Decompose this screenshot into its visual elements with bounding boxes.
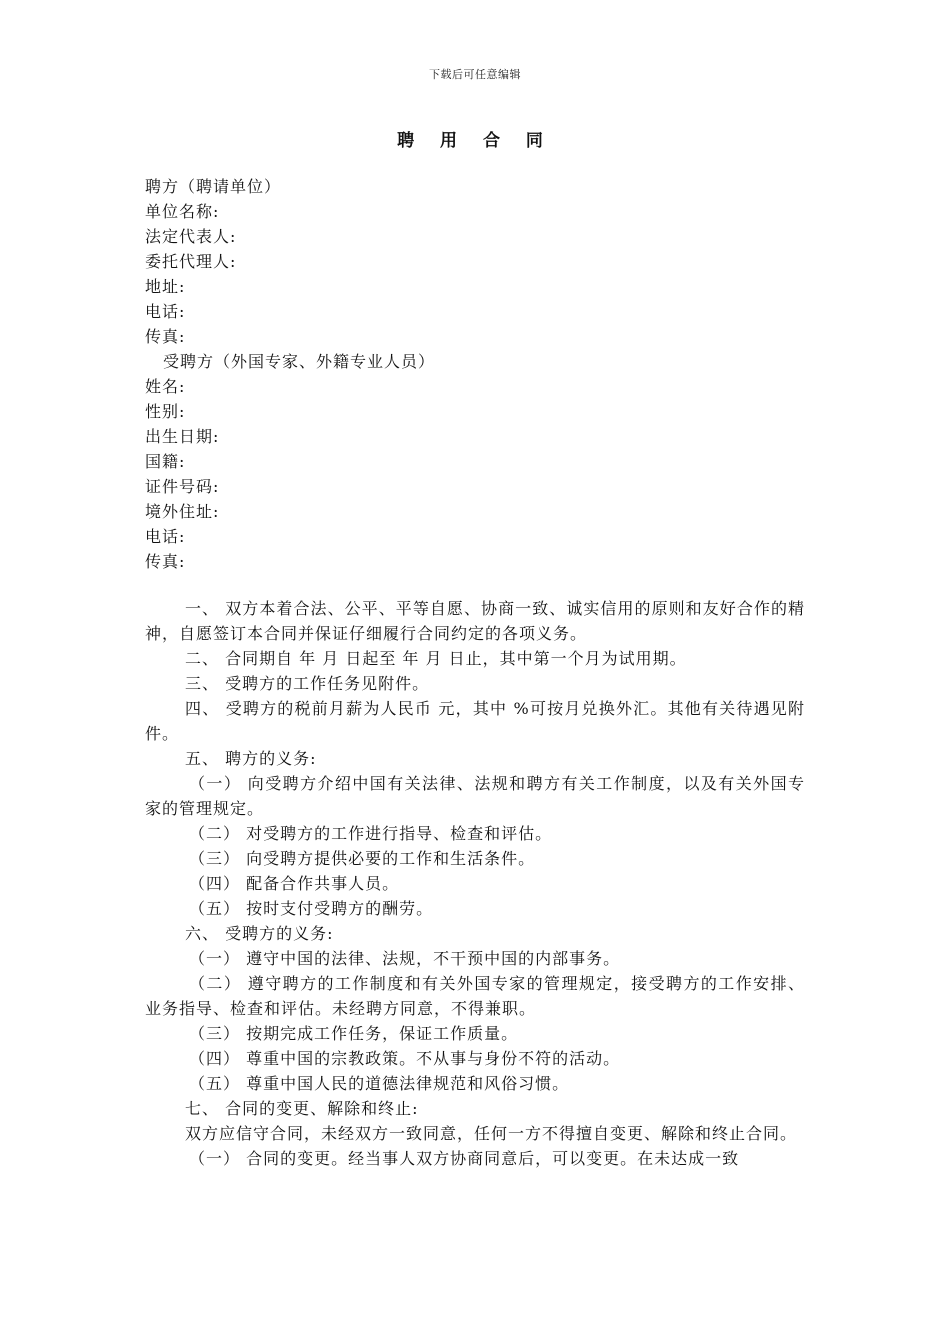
clause-3: 三、 受聘方的工作任务见附件。: [185, 674, 430, 693]
clause-5: 五、 聘方的义务:: [185, 749, 317, 768]
employee-field-name: 姓名:: [145, 377, 186, 396]
clause-5-item-2: （二） 对受聘方的工作进行指导、检查和评估。: [189, 824, 553, 843]
employer-field-fax: 传真:: [145, 327, 186, 346]
clause-5-item-4: （四） 配备合作共事人员。: [189, 874, 400, 893]
clause-7-intro: 双方应信守合同，未经双方一致同意，任何一方不得擅自变更、解除和终止合同。: [185, 1124, 798, 1143]
clause-4: 四、 受聘方的税前月薪为人民币 元，其中 %可按月兑换外汇。其他有关待遇见附件。: [145, 699, 805, 743]
clause-5-item-5: （五） 按时支付受聘方的酬劳。: [189, 899, 434, 918]
employee-field-id-number: 证件号码:: [145, 477, 220, 496]
clause-5-item-1: （一） 向受聘方介绍中国有关法律、法规和聘方有关工作制度，以及有关外国专家的管理规定。: [145, 774, 805, 818]
clause-6-item-1: （一） 遵守中国的法律、法规，不干预中国的内部事务。: [189, 949, 621, 968]
contract-body: [145, 596, 805, 1171]
employee-field-gender: 性别:: [145, 402, 186, 421]
clause-6: 六、 受聘方的义务:: [185, 924, 334, 943]
employer-field-legal-rep: 法定代表人:: [145, 227, 237, 246]
clause-7: 七、 合同的变更、解除和终止:: [185, 1099, 419, 1118]
clause-6-item-2: （二） 遵守聘方的工作制度和有关外国专家的管理规定，接受聘方的工作安排、业务指导、检查和评估。未经聘方同意，不得兼职。: [145, 974, 805, 1018]
employee-field-fax: 传真:: [145, 552, 186, 571]
clause-2: 二、 合同期自 年 月 日起至 年 月 日止，其中第一个月为试用期。: [185, 649, 687, 668]
employee-field-nationality: 国籍:: [145, 452, 186, 471]
employer-field-agent: 委托代理人:: [145, 252, 237, 271]
clause-5-item-3: （三） 向受聘方提供必要的工作和生活条件。: [189, 849, 536, 868]
clause-6-item-4: （四） 尊重中国的宗教政策。不从事与身份不符的活动。: [189, 1049, 621, 1068]
employee-section: [145, 349, 810, 574]
employer-section: [145, 174, 810, 349]
employer-field-address: 地址:: [145, 277, 186, 296]
clause-6-item-3: （三） 按期完成工作任务，保证工作质量。: [189, 1024, 519, 1043]
employer-field-unit-name: 单位名称:: [145, 202, 220, 221]
employee-field-phone: 电话:: [145, 527, 186, 546]
employee-heading: 受聘方（外国专家、外籍专业人员）: [163, 352, 436, 371]
clause-1: 一、 双方本着合法、公平、平等自愿、协商一致、诚实信用的原则和友好合作的精神，自愿签订本合同并保证仔细履行合同约定的各项义务。: [145, 599, 805, 643]
document-title: 聘 用 合 同: [397, 131, 553, 151]
employee-field-overseas-address: 境外住址:: [145, 502, 220, 521]
employer-heading: 聘方（聘请单位）: [145, 177, 282, 196]
clause-7-item-1: （一） 合同的变更。经当事人双方协商同意后，可以变更。在未达成一致: [189, 1149, 740, 1168]
employee-field-birthdate: 出生日期:: [145, 427, 220, 446]
employer-field-phone: 电话:: [145, 302, 186, 321]
clause-6-item-5: （五） 尊重中国人民的道德法律规范和风俗习惯。: [189, 1074, 570, 1093]
header-note: 下载后可任意编辑: [429, 68, 521, 81]
